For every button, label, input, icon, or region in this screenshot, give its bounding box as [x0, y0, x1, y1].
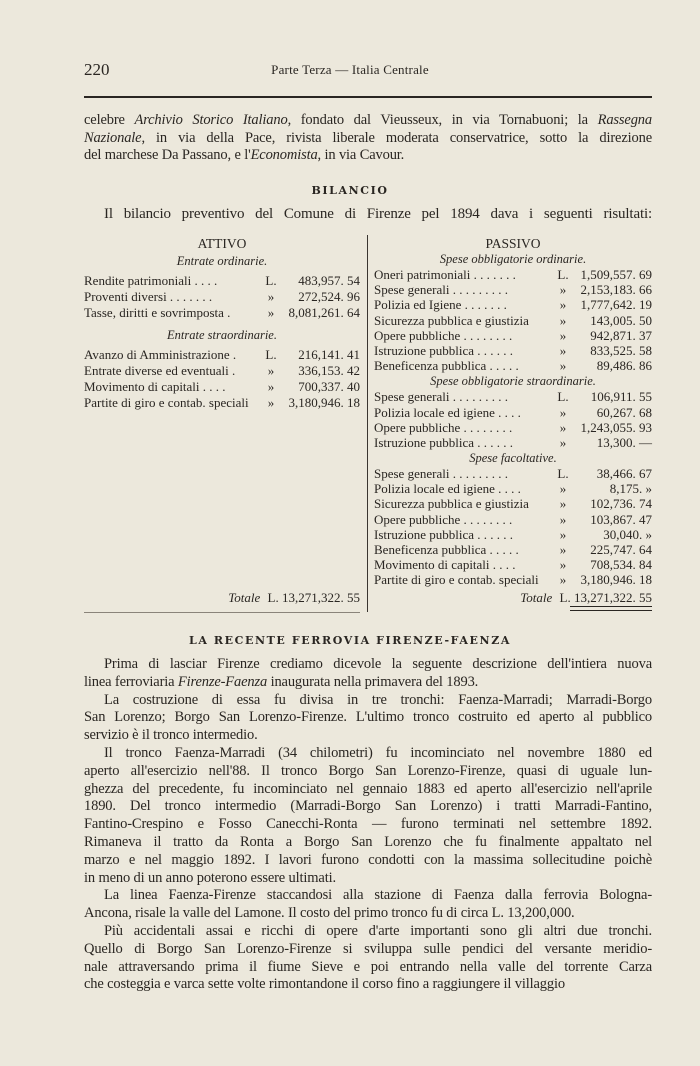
- row-mark: »: [559, 358, 567, 374]
- bilancio-heading: BILANCIO: [311, 184, 389, 197]
- row-mark: L.: [265, 273, 277, 288]
- table-row: [84, 289, 360, 305]
- running-title: Parte Terza — Italia Centrale: [271, 62, 429, 77]
- text-line: [104, 692, 652, 709]
- row-amount: 13,300. —: [596, 434, 652, 450]
- row-label: Spese generali . . . . . . . . .: [374, 389, 508, 405]
- row-amount: 89,486. 86: [596, 358, 652, 374]
- text-line: [84, 130, 652, 147]
- total-label: Totale: [520, 590, 553, 605]
- text-segment: , fondato dal Vieusseux, in via Tornabuoni; la: [287, 112, 598, 128]
- section-heading: Spese facoltative.: [469, 451, 557, 466]
- row-mark: »: [559, 496, 567, 512]
- text-segment: servizio è il tronco intermedio.: [84, 727, 258, 744]
- row-amount: 225,747. 64: [590, 542, 652, 557]
- row-mark: »: [559, 542, 567, 557]
- row-amount: 216,141. 41: [298, 347, 360, 363]
- table-row: [374, 343, 652, 358]
- section-heading: Entrate ordinarie.: [176, 254, 268, 268]
- row-label: Sicurezza pubblica e giustizia: [374, 312, 529, 328]
- row-label: Spese generali . . . . . . . . .: [374, 466, 508, 482]
- table-row: [84, 273, 360, 289]
- row-amount: 60,267. 68: [596, 404, 652, 420]
- row-label: Rendite patrimoniali . . . .: [84, 273, 218, 288]
- text-line: [84, 763, 652, 780]
- row-amount: 8,175. »: [609, 481, 652, 497]
- row-label: Avanzo di Amministrazione .: [84, 347, 237, 363]
- ferrovia-heading: LA RECENTE FERROVIA FIRENZE-FAENZA: [189, 634, 511, 647]
- row-mark: »: [559, 404, 567, 420]
- text-segment: del marchese Da Passano, e l': [84, 147, 251, 163]
- total-amount: 13,271,322. 55: [574, 590, 652, 605]
- table-row: [374, 542, 652, 557]
- column-title: ATTIVO: [197, 236, 247, 251]
- table-row: [84, 395, 360, 411]
- total-double-underline: [570, 606, 652, 611]
- row-amount: 106,911. 55: [590, 389, 652, 405]
- row-amount: 272,524. 96: [298, 288, 360, 304]
- table-row: [84, 363, 360, 379]
- text-line: [84, 870, 652, 887]
- row-mark: L.: [557, 466, 569, 482]
- table-row: [374, 466, 652, 481]
- row-label: Oneri patrimoniali . . . . . . .: [374, 267, 516, 282]
- row-amount: 1,243,055. 93: [580, 419, 652, 435]
- italic-title: Nazionale: [84, 129, 142, 146]
- table-row: [374, 496, 652, 511]
- row-mark: »: [267, 394, 275, 410]
- text-segment: ghezza del precedente, fu incominciato nel gennaio 1883 ed aperto all'esercizio nell'aprile: [84, 780, 652, 797]
- row-label: Polizia locale ed igiene . . . .: [374, 481, 521, 497]
- row-amount: 700,337. 40: [298, 378, 360, 394]
- text-line: [84, 959, 652, 976]
- text-segment: La costruzione di essa fu divisa in tre tronchi: Faenza-Marradi; Marradi-Borgo: [104, 691, 652, 708]
- text-line: [104, 745, 652, 762]
- bilancio-intro: Il bilancio preventivo del Comune di Firenze pel 1894 dava i seguenti risultati:: [104, 206, 652, 222]
- passivo-column: [374, 236, 652, 588]
- table-row: [374, 328, 652, 343]
- section-heading: Entrate straordinarie.: [167, 328, 277, 343]
- attivo-total: [228, 590, 360, 606]
- text-segment: , in via Cavour.: [317, 147, 405, 163]
- row-amount: 103,867. 47: [590, 511, 652, 527]
- text-segment: Il tronco Faenza-Marradi (34 chilometri) fu incominciato nel novembre 1880 ed: [104, 745, 652, 761]
- table-row: [374, 572, 652, 587]
- text-segment: Ancona, risale la valle del Lamone. Il costo del primo tronco fu di circa L. 13,200,000.: [84, 905, 575, 922]
- table-row: [374, 358, 652, 373]
- text-segment: Fantino-Crespino e Fosso Canecchi-Ronta — furono terminati nel settembre 1892.: [84, 816, 652, 833]
- row-amount: 1,509,557. 69: [580, 267, 652, 282]
- row-mark: »: [559, 419, 567, 435]
- row-amount: 1,777,642. 19: [580, 297, 652, 313]
- row-mark: »: [559, 511, 567, 527]
- table-row: [374, 405, 652, 420]
- row-amount: 336,153. 42: [298, 363, 360, 379]
- text-line: [84, 112, 652, 129]
- text-segment: linea ferroviaria: [84, 673, 178, 690]
- attivo-column: [84, 236, 360, 411]
- row-mark: »: [559, 282, 567, 298]
- row-label: Opere pubbliche . . . . . . . .: [374, 511, 513, 527]
- row-amount: 143,005. 50: [590, 312, 652, 328]
- table-row: [374, 557, 652, 572]
- italic-title: Archivio Storico Italiano: [134, 112, 288, 128]
- text-line: [104, 923, 652, 940]
- text-line: [84, 674, 652, 691]
- text-segment: 1890. Del tronco intermedio (Marradi-Borgo San Lorenzo) i tratti Marradi-Fantino,: [84, 798, 652, 815]
- text-line: [84, 905, 652, 922]
- text-line: [84, 816, 652, 833]
- row-label: Opere pubbliche . . . . . . . .: [374, 419, 513, 435]
- text-segment: che costeggia e varca sette volte rimontandone il corso fino a raggiungere il villaggio: [84, 976, 565, 993]
- text-segment: Rimaneva il tratto da Ronta a Borgo San Lorenzo che fu finalmente appaltato nel: [84, 834, 652, 850]
- section-heading: Spese obbligatorie ordinarie.: [439, 252, 587, 266]
- text-line: [84, 709, 652, 726]
- table-row: [374, 267, 652, 282]
- text-segment: , in via della Pace, rivista liberale moderata conservatrice, sotto la direzione: [141, 129, 652, 146]
- text-segment: Più accidentali assai e ricchi di opere d'arte importanti sono gli altri due tronchi.: [104, 923, 652, 939]
- row-label: Partite di giro e contab. speciali: [84, 394, 249, 410]
- row-label: Istruzione pubblica . . . . . .: [374, 342, 513, 358]
- header-rule: [84, 96, 652, 98]
- row-mark: »: [559, 327, 567, 343]
- row-amount: 102,736. 74: [590, 496, 652, 512]
- row-label: Istruzione pubblica . . . . . .: [374, 526, 513, 542]
- row-amount: 38,466. 67: [596, 466, 652, 482]
- row-amount: 833,525. 58: [590, 342, 652, 358]
- row-amount: 942,871. 37: [590, 327, 652, 343]
- table-row: [374, 435, 652, 450]
- text-segment: aperto all'esercizio nell'88. Il tronco Borgo San Lorenzo-Firenze, quasi di uguale lun-: [84, 762, 652, 779]
- row-label: Polizia locale ed igiene . . . .: [374, 404, 521, 420]
- row-mark: »: [559, 557, 567, 573]
- table-row: [84, 379, 360, 395]
- row-label: Istruzione pubblica . . . . . .: [374, 434, 513, 450]
- row-label: Tasse, diritti e sovrimposta .: [84, 304, 231, 320]
- row-mark: »: [559, 312, 567, 328]
- row-mark: »: [559, 342, 567, 358]
- row-label: Proventi diversi . . . . . . .: [84, 288, 213, 304]
- table-row: [374, 282, 652, 297]
- row-label: Movimento di capitali . . . .: [84, 378, 226, 394]
- passivo-total: [520, 590, 652, 606]
- text-line: [84, 834, 652, 851]
- row-mark: »: [267, 288, 275, 304]
- text-line: [84, 798, 652, 815]
- row-mark: »: [559, 572, 567, 588]
- row-mark: »: [559, 434, 567, 450]
- page-number: 220: [84, 60, 110, 79]
- row-label: Entrate diverse ed eventuali .: [84, 363, 236, 379]
- text-line: [84, 727, 652, 744]
- table-row: [374, 420, 652, 435]
- table-row: [374, 481, 652, 496]
- row-mark: L.: [265, 347, 277, 363]
- text-line: [84, 976, 652, 993]
- row-mark: »: [267, 363, 275, 379]
- column-title: PASSIVO: [485, 236, 541, 251]
- row-amount: 483,957. 54: [298, 273, 360, 288]
- table-row: [374, 512, 652, 527]
- row-label: Sicurezza pubblica e giustizia: [374, 496, 529, 512]
- table-row: [374, 313, 652, 328]
- row-label: Beneficenza pubblica . . . . .: [374, 542, 519, 557]
- italic-title: Economista: [250, 147, 318, 163]
- row-amount: 3,180,946. 18: [580, 572, 652, 588]
- row-label: Spese generali . . . . . . . . .: [374, 282, 508, 298]
- text-segment: in meno di un anno poterono essere ultimati.: [84, 869, 336, 886]
- row-amount: 708,534. 84: [590, 557, 652, 573]
- row-label: Beneficenza pubblica . . . . .: [374, 358, 519, 374]
- row-mark: »: [267, 378, 275, 394]
- row-amount: 2,153,183. 66: [580, 282, 652, 298]
- text-line: [84, 147, 652, 164]
- row-mark: »: [559, 481, 567, 497]
- text-line: [104, 887, 652, 904]
- total-mark: L.: [559, 590, 571, 605]
- row-label: Partite di giro e contab. speciali: [374, 572, 539, 588]
- text-segment: Quello di Borgo San Lorenzo-Firenze si sviluppa sulle pendici del versante meridio-: [84, 940, 652, 957]
- column-divider: [367, 235, 368, 612]
- total-amount: 13,271,322. 55: [282, 590, 360, 605]
- text-segment: San Lorenzo; Borgo San Lorenzo-Firenze. L'ultimo tronco costruito ed aperto al pubblico: [84, 709, 652, 726]
- table-row: [374, 389, 652, 404]
- section-heading: Spese obbligatorie straordinarie.: [430, 374, 596, 389]
- total-label: Totale: [228, 590, 261, 605]
- text-segment: Prima di lasciar Firenze crediamo dicevole la seguente descrizione dell'intiera nuova: [104, 656, 652, 672]
- text-line: [84, 852, 652, 869]
- table-row: [84, 305, 360, 321]
- row-amount: 3,180,946. 18: [288, 394, 360, 410]
- row-mark: L.: [557, 389, 569, 405]
- row-mark: »: [559, 526, 567, 542]
- row-amount: 30,040. »: [603, 526, 652, 542]
- row-label: Opere pubbliche . . . . . . . .: [374, 327, 513, 343]
- text-segment: nale attraversando prima il fiume Sieve e poi entrando nella valle del torrente Carza: [84, 958, 652, 975]
- text-line: [84, 941, 652, 958]
- italic-title: Rassegna: [597, 112, 652, 128]
- text-line: [84, 781, 652, 798]
- table-row: [374, 297, 652, 312]
- row-label: Movimento di capitali . . . .: [374, 557, 516, 573]
- row-label: Polizia ed Igiene . . . . . . .: [374, 297, 507, 313]
- table-row: [84, 347, 360, 363]
- italic-title: Firenze-Faenza: [177, 673, 268, 690]
- row-mark: »: [267, 304, 275, 320]
- attivo-bottom-rule: [84, 612, 360, 613]
- row-mark: L.: [557, 267, 569, 282]
- text-segment: marzo e nel maggio 1892. I lavori furono condotti con la massima sollecitudine poichè: [84, 851, 652, 868]
- table-row: [374, 527, 652, 542]
- row-mark: »: [559, 297, 567, 313]
- text-segment: inaugurata nella primavera del 1893.: [267, 673, 479, 690]
- text-segment: La linea Faenza-Firenze staccandosi alla stazione di Faenza dalla ferrovia Bologna-: [104, 887, 652, 904]
- text-segment: celebre: [84, 112, 135, 128]
- text-line: [104, 656, 652, 673]
- row-amount: 8,081,261. 64: [288, 304, 360, 320]
- total-mark: L.: [267, 590, 279, 605]
